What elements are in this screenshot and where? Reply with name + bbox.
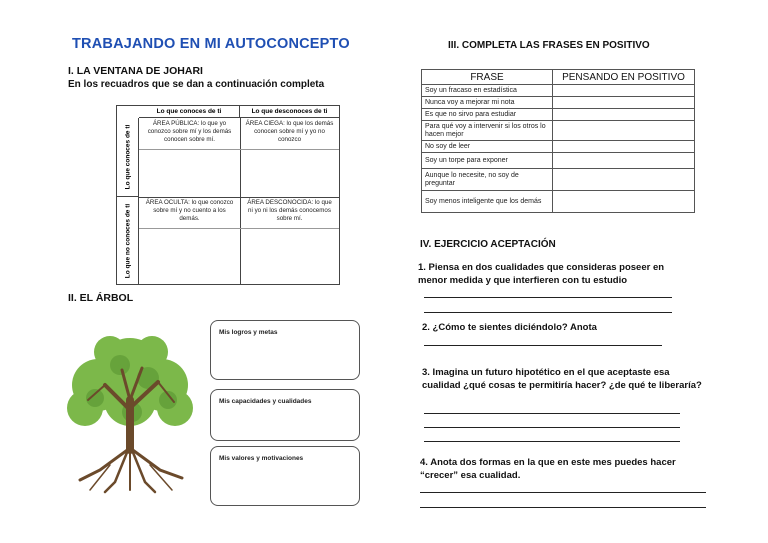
johari-col-unknown: Lo que desconoces de ti xyxy=(240,106,339,118)
section1-instruction: En los recuadros que se dan a continuación completa xyxy=(68,79,325,90)
section1-heading: I. LA VENTANA DE JOHARI xyxy=(68,65,203,77)
section2-heading: II. EL ÁRBOL xyxy=(68,292,134,304)
frase-header: FRASE xyxy=(422,70,553,85)
valores-box[interactable]: Mis valores y motivaciones xyxy=(210,446,360,506)
question-4: 4. Anota dos formas en la que en este mes puedes hacer “crecer” esa cualidad. xyxy=(420,457,676,481)
positivo-cell[interactable] xyxy=(553,97,695,109)
question-3: 3. Imagina un futuro hipotético en el que aceptaste esa cualidad ¿qué cosas te permitiría hacer? ¿de qué te liberaría? xyxy=(422,367,702,391)
question-2: 2. ¿Cómo te sientes diciéndolo? Anota xyxy=(422,322,597,333)
section4-heading: IV. EJERCICIO ACEPTACIÓN xyxy=(420,239,556,250)
frase-row: Soy un torpe para exponer xyxy=(422,153,553,169)
frase-row: Es que no sirvo para estudiar xyxy=(422,109,553,121)
question-1: 1. Piensa en dos cualidades que consideras poseer en menor medida y que interfieren con tu estudio xyxy=(418,262,665,286)
answer-line[interactable] xyxy=(420,492,706,493)
johari-window xyxy=(116,105,340,285)
answer-line[interactable] xyxy=(420,507,706,508)
frase-row: Para qué voy a intervenir si los otros lo hacen mejor xyxy=(422,121,553,141)
positivo-cell[interactable] xyxy=(553,121,695,141)
answer-line[interactable] xyxy=(424,345,662,346)
positivo-cell[interactable] xyxy=(553,109,695,121)
positivo-header: PENSANDO EN POSITIVO xyxy=(553,70,695,85)
section3-heading: III. COMPLETA LAS FRASES EN POSITIVO xyxy=(448,40,650,51)
answer-line[interactable] xyxy=(424,441,680,442)
frase-row: Soy un fracaso en estadística xyxy=(422,85,553,97)
area-ciega: ÁREA CIEGA: lo que los demás conocen sobre mí y yo no conozco xyxy=(245,120,334,143)
positivo-cell[interactable] xyxy=(553,141,695,153)
answer-line[interactable] xyxy=(424,413,680,414)
frase-row: Soy menos inteligente que los demás xyxy=(422,191,553,213)
positivo-cell[interactable] xyxy=(553,191,695,213)
positivo-cell[interactable] xyxy=(553,85,695,97)
frase-row: Aunque lo necesite, no soy de preguntar xyxy=(422,169,553,191)
frase-row: Nunca voy a mejorar mi nota xyxy=(422,97,553,109)
page-title: TRABAJANDO EN MI AUTOCONCEPTO xyxy=(72,36,350,52)
area-publica: ÁREA PÚBLICA: lo que yo conozco sobre mí y los demás conocen sobre mí. xyxy=(147,120,232,143)
area-desconocida: ÁREA DESCONOCIDA: lo que ni yo ni los demás conocemos sobre mí. xyxy=(247,199,332,222)
area-oculta: ÁREA OCULTA: lo que conozco sobre mí y no cuento a los demás. xyxy=(145,199,234,222)
positivo-cell[interactable] xyxy=(553,169,695,191)
capacidades-box[interactable]: Mis capacidades y cualidades xyxy=(210,389,360,441)
answer-line[interactable] xyxy=(424,312,672,313)
johari-col-known: Lo que conoces de ti xyxy=(139,106,240,118)
logros-metas-box[interactable]: Mis logros y metas xyxy=(210,320,360,380)
answer-line[interactable] xyxy=(424,297,672,298)
frase-row: No soy de leer xyxy=(422,141,553,153)
positivo-cell[interactable] xyxy=(553,153,695,169)
tree-illustration xyxy=(60,330,200,495)
answer-line[interactable] xyxy=(424,427,680,428)
frases-table xyxy=(421,69,695,213)
johari-row-known: Lo que conoces de ti xyxy=(117,118,139,197)
johari-row-unknown: Lo que no conoces de ti xyxy=(117,197,139,284)
